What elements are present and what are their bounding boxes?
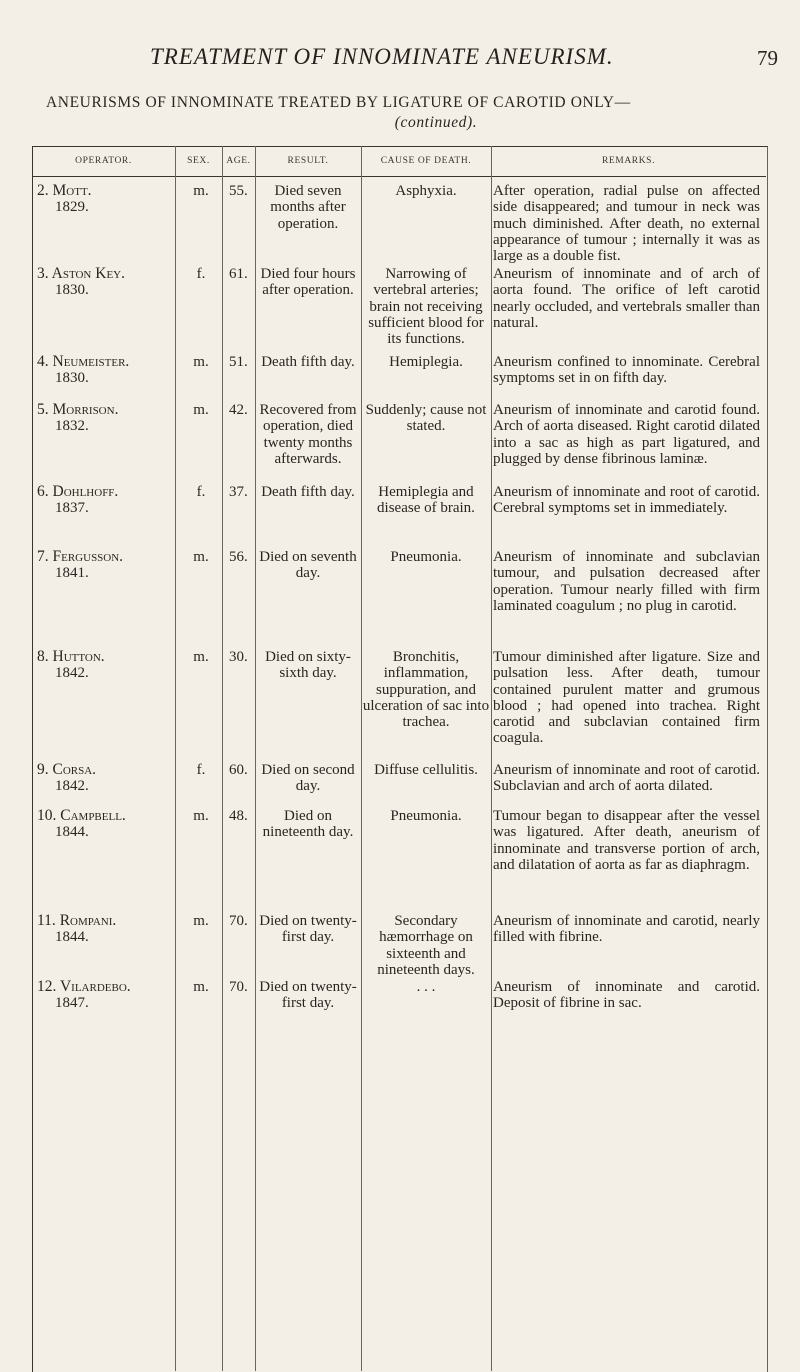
cell-sex: m. bbox=[193, 354, 209, 370]
cell-age: 60. bbox=[229, 762, 248, 778]
cell-operator bbox=[37, 913, 175, 946]
cell-remarks: Tumour diminished after ligature. Size and pulsation less. After death, tumour contained purulent matter and grumous blood ; had opened into trachea. Right carotid and subclavian contained firm coagula. bbox=[493, 649, 760, 747]
cell-operator bbox=[37, 979, 175, 1012]
cell-sex: f. bbox=[196, 762, 206, 778]
cell-age: 42. bbox=[229, 402, 248, 418]
cell-result: Died on seventh day. bbox=[259, 549, 357, 582]
cell-result: Died four hours after operation. bbox=[260, 266, 356, 299]
cell-operator bbox=[37, 808, 175, 841]
cell-result: Death fifth day. bbox=[261, 484, 355, 500]
column-divider bbox=[491, 146, 492, 1371]
header-rule bbox=[32, 176, 766, 177]
cell-cause: Narrowing of vertebral arteries; brain not receiving sufficient blood for its functions. bbox=[368, 266, 484, 348]
cell-operator bbox=[37, 354, 175, 387]
cell-cause: Hemiplegia. bbox=[389, 354, 463, 370]
header-operator: OPERATOR. bbox=[75, 155, 132, 166]
row-number: 9. bbox=[37, 761, 49, 778]
cell-age: 30. bbox=[229, 649, 248, 665]
cell-age: 56. bbox=[229, 549, 248, 565]
cell-result: Died on nineteenth day. bbox=[262, 808, 354, 841]
table-caption bbox=[46, 93, 766, 133]
operation-year: 1830. bbox=[55, 282, 89, 299]
operator-line bbox=[37, 183, 175, 199]
cell-sex: f. bbox=[196, 484, 206, 500]
operator-name: Aston Key. bbox=[51, 265, 125, 282]
row-number: 4. bbox=[37, 353, 49, 370]
operator-line bbox=[37, 808, 175, 824]
caption-subtitle: (continued). bbox=[394, 114, 478, 131]
operator-name: Vilardebo. bbox=[59, 978, 131, 995]
cell-sex: m. bbox=[193, 979, 209, 995]
row-number: 12. bbox=[37, 978, 57, 995]
row-number: 8. bbox=[37, 648, 49, 665]
operation-year: 1841. bbox=[55, 565, 89, 582]
running-head bbox=[0, 44, 800, 78]
cell-sex: m. bbox=[193, 808, 209, 824]
cell-cause: Bronchitis, inflammation, suppuration, and ulceration of sac into trachea. bbox=[362, 649, 490, 731]
operator-line bbox=[37, 484, 175, 500]
cell-result: Died on twenty-first day. bbox=[259, 979, 357, 1012]
cell-age: 51. bbox=[229, 354, 248, 370]
column-divider bbox=[175, 146, 176, 1371]
cell-remarks: Tumour began to disappear after the vessel was ligatured. After death, aneurism of innominate and transverse portion of arch, and dilatation of aorta as far as diaphragm. bbox=[493, 808, 760, 873]
header-sex: SEX. bbox=[187, 155, 210, 166]
header-age: AGE. bbox=[226, 155, 251, 166]
row-number: 5. bbox=[37, 401, 49, 418]
row-number: 3. bbox=[37, 265, 49, 282]
operator-name: Fergusson. bbox=[52, 548, 124, 565]
cell-age: 61. bbox=[229, 266, 248, 282]
header-cause: CAUSE OF DEATH. bbox=[380, 155, 472, 166]
cell-age: 55. bbox=[229, 183, 248, 199]
operation-year: 1832. bbox=[55, 418, 89, 435]
operation-year: 1837. bbox=[55, 500, 89, 517]
cell-sex: m. bbox=[193, 402, 209, 418]
cell-result: Died on second day. bbox=[261, 762, 355, 795]
operation-year: 1830. bbox=[55, 370, 89, 387]
cell-operator bbox=[37, 649, 175, 682]
cell-sex: f. bbox=[196, 266, 206, 282]
operator-line bbox=[37, 354, 175, 370]
cell-sex: m. bbox=[193, 549, 209, 565]
cell-remarks: Aneurism confined to innominate. Cerebral symptoms set in on fifth day. bbox=[493, 354, 760, 387]
header-result: RESULT. bbox=[287, 155, 329, 166]
cell-sex: m. bbox=[193, 913, 209, 929]
cell-operator bbox=[37, 266, 175, 299]
cell-remarks: Aneurism of innominate and carotid. Deposit of fibrine in sac. bbox=[493, 979, 760, 1012]
cell-age: 48. bbox=[229, 808, 248, 824]
cell-remarks: Aneurism of innominate and carotid found. Arch of aorta diseased. Right carotid dilated into a sac as high as part ligatured, and plugged by dense fibrinous laminæ. bbox=[493, 402, 760, 467]
cell-result: Died seven months after operation. bbox=[270, 183, 346, 232]
operation-year: 1842. bbox=[55, 665, 89, 682]
cell-result: Death fifth day. bbox=[261, 354, 355, 370]
operator-name: Campbell. bbox=[60, 807, 126, 824]
operator-line bbox=[37, 266, 175, 282]
operator-line bbox=[37, 979, 175, 995]
cell-remarks: Aneurism of innominate and of arch of aorta found. The orifice of left carotid nearly occluded, and vertebrals smaller than natural. bbox=[493, 266, 760, 331]
cell-cause: Pneumonia. bbox=[390, 808, 462, 824]
cell-cause: Pneumonia. bbox=[390, 549, 462, 565]
row-number: 10. bbox=[37, 807, 57, 824]
cell-operator bbox=[37, 183, 175, 216]
page-number: 79 bbox=[757, 46, 778, 70]
cell-result: Recovered from operation, died twenty months afterwards. bbox=[259, 402, 357, 467]
operator-name: Dohlhoff. bbox=[52, 483, 119, 500]
row-number: 2. bbox=[37, 182, 49, 199]
cell-operator bbox=[37, 484, 175, 517]
row-number: 11. bbox=[37, 912, 56, 929]
operator-name: Corsa. bbox=[52, 761, 97, 778]
cell-cause: Suddenly; cause not stated. bbox=[365, 402, 487, 435]
column-divider bbox=[255, 146, 256, 1371]
cell-remarks: Aneurism of innominate and subclavian tumour, and pulsation decreased after operation. Tumour nearly filled with firm laminated coagulum ; no plug in carotid. bbox=[493, 549, 760, 614]
row-number: 7. bbox=[37, 548, 49, 565]
operation-year: 1844. bbox=[55, 824, 89, 841]
cell-cause: Asphyxia. bbox=[395, 183, 457, 199]
operation-year: 1847. bbox=[55, 995, 89, 1012]
cell-sex: m. bbox=[193, 649, 209, 665]
operator-name: Morrison. bbox=[52, 401, 119, 418]
cell-cause: . . . bbox=[416, 979, 436, 995]
operator-line bbox=[37, 649, 175, 665]
cell-operator bbox=[37, 402, 175, 435]
cell-age: 70. bbox=[229, 913, 248, 929]
cell-sex: m. bbox=[193, 183, 209, 199]
operator-name: Neumeister. bbox=[52, 353, 130, 370]
running-title: TREATMENT OF INNOMINATE ANEURISM. bbox=[150, 44, 614, 69]
column-divider bbox=[222, 146, 223, 1371]
cell-operator bbox=[37, 549, 175, 582]
cell-remarks: Aneurism of innominate and carotid, nearly filled with fibrine. bbox=[493, 913, 760, 946]
operation-year: 1844. bbox=[55, 929, 89, 946]
cell-remarks: Aneurism of innominate and root of carotid. Subclavian and arch of aorta dilated. bbox=[493, 762, 760, 795]
operator-line bbox=[37, 762, 175, 778]
cell-cause: Secondary hæmorrhage on sixteenth and nineteenth days. bbox=[377, 913, 475, 978]
operator-name: Rompani. bbox=[59, 912, 117, 929]
operation-year: 1842. bbox=[55, 778, 89, 795]
cell-age: 70. bbox=[229, 979, 248, 995]
row-number: 6. bbox=[37, 483, 49, 500]
cell-result: Died on sixty-sixth day. bbox=[265, 649, 351, 682]
header-remarks: REMARKS. bbox=[601, 155, 656, 166]
cell-cause: Hemiplegia and disease of brain. bbox=[377, 484, 475, 517]
operator-line bbox=[37, 913, 175, 929]
cell-cause: Diffuse cellulitis. bbox=[374, 762, 478, 778]
operator-name: Mott. bbox=[52, 182, 92, 199]
caption-title: ANEURISMS OF INNOMINATE TREATED BY LIGATURE OF CAROTID ONLY— bbox=[46, 94, 631, 111]
cell-operator bbox=[37, 762, 175, 795]
cell-remarks: Aneurism of innominate and root of carotid. Cerebral symptoms set in immediately. bbox=[493, 484, 760, 517]
operator-line bbox=[37, 549, 175, 565]
operator-name: Hutton. bbox=[52, 648, 105, 665]
cell-age: 37. bbox=[229, 484, 248, 500]
operator-line bbox=[37, 402, 175, 418]
cell-result: Died on twenty-first day. bbox=[259, 913, 357, 946]
cell-remarks: After operation, radial pulse on affected side disappeared; and tumour in neck was much diminished. After death, no external appearance of tumour ; internally it was as large as a double fist. bbox=[493, 183, 760, 265]
operation-year: 1829. bbox=[55, 199, 89, 216]
